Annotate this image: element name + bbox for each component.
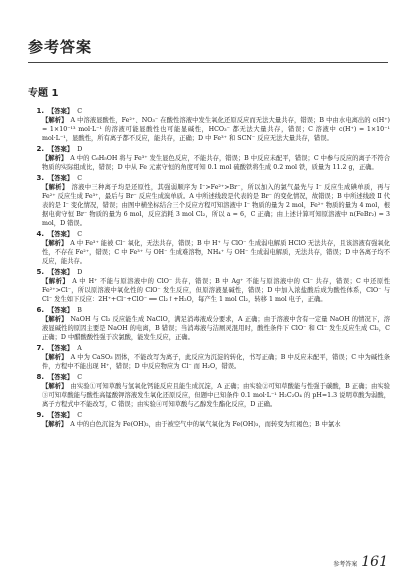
- answer-label: 【答案】: [48, 268, 74, 276]
- question-number: 5.: [36, 267, 44, 276]
- explanation-text: A 中的白色沉淀为 Fe(OH)₂，由于被空气中的氧气氧化为 Fe(OH)₃，而转变为红褐色；B 中氯水: [70, 421, 341, 428]
- explanation-text: 溶液中三种离子均是还原性，其强弱顺序为 I⁻>Fe²⁺>Br⁻，所以加入的氯气最先与 I⁻ 反应生成碘单质，再与 Fe²⁺ 反应生成 Fe³⁺，最后与 Br⁻ 反应生成溴单质。A 中所述线段是代表的是 Br⁻ 的变化情况，故错误；B 中所述线段 Ⅱ 代表的是 I⁻ 变化情况，错误；由图中横坐标结合三个反应方程可知溶液中 I⁻ 物质的量为 2 mol，Fe²⁺ 物质的量为 4 mol，根据电荷守恒 Br⁻ 物质的量为 6 mol，反应消耗 3 mol Cl₂，所以 a = 6，C 正确；由上述计算可知原溶液中 n(FeBr₂) = 3 mol，D 错误。: [42, 184, 390, 227]
- answer-line: [28, 343, 390, 353]
- answer-value: B: [77, 306, 82, 314]
- explanation-text: A 中为 CaSO₃ 固体，不能改写为离子，此反应为沉淀的转化，书写正确；B 中反应未配平，错误；C 中为碱性条件，方程中不能出现 H⁺，错误；D 中反应物应为 Cl⁻ 而 H₂O，错误。: [42, 354, 391, 370]
- explanation: [28, 315, 390, 342]
- answer-item: [28, 144, 390, 172]
- answer-item: [28, 305, 390, 342]
- explanation: [28, 382, 390, 409]
- explanation: [28, 239, 390, 266]
- answer-line: [28, 106, 390, 116]
- answer-label: 【答案】: [48, 306, 74, 314]
- question-number: 4.: [36, 229, 44, 238]
- explanation-label: 【解析】: [42, 155, 68, 162]
- explanation-label: 【解析】: [42, 117, 68, 124]
- answer-item: [28, 267, 390, 304]
- question-number: 2.: [36, 144, 44, 153]
- explanation: [28, 183, 390, 228]
- answer-label: 【答案】: [48, 145, 74, 153]
- answer-item: [28, 106, 390, 143]
- answer-line: [28, 229, 390, 239]
- page-number: 161: [361, 554, 388, 570]
- answer-value: C: [77, 174, 83, 182]
- answer-line: [28, 267, 390, 277]
- explanation-label: 【解析】: [42, 240, 68, 247]
- answer-item: [28, 173, 390, 228]
- question-number: 1.: [36, 106, 44, 115]
- answer-item: [28, 229, 390, 266]
- answer-label: 【答案】: [48, 411, 74, 419]
- explanation-text: A 中 H⁺ 不能与原溶液中的 ClO⁻ 共存，错误；B 中 Ag⁺ 不能与原溶液中的 Cl⁻ 共存，错误；C 中还原性 Fe²⁺>Cl⁻，所以原溶液中氧化性的 ClO⁻ 发生反应，但原溶液显碱性，错误；D 中加入浓盐酸后成为酸性体系，ClO⁻ 与 Cl⁻ 发生如下反应：2H⁺+Cl⁻+ClO⁻ ══ Cl₂↑+H₂O，每产生 1 mol Cl₂，转移 1 mol 电子，正确。: [42, 278, 390, 303]
- answer-label: 【答案】: [48, 373, 74, 381]
- explanation-label: 【解析】: [42, 421, 68, 428]
- answer-label: 【答案】: [48, 107, 74, 115]
- answer-label: 【答案】: [48, 230, 74, 238]
- explanation: [28, 154, 390, 172]
- explanation-text: 由实验①可知草酸与氢氧化钙能反应且能生成沉淀，A 正确；由实验②可知草酸能与性强于碳酸，B 正确；由实验③可知草酸能与酸性高锰酸钾溶液发生氧化还原反应，但题中已知条件 0.1 mol·L⁻¹ H₂C₂O₄ 的 pH=1.3 说明草酸为弱酸，离子方程式中不能改写，C 错误；由实验④可知草酸与乙醇发生酯化反应，D 正确。: [42, 383, 391, 408]
- question-number: 7.: [36, 343, 44, 352]
- explanation-label: 【解析】: [42, 184, 69, 191]
- explanation-text: A 中 Fe³⁺ 能被 Cl⁻ 氧化，无法共存，错误；B 中 H⁺ 与 ClO⁻ 生成弱电解质 HClO 无法共存，且该溶液有强氧化性，不存在 Fe²⁺，错误；C 中 Fe³⁺ 与 OH⁻ 生成难溶物，NH₄⁺ 与 OH⁻ 生成弱电解质，无法共存，错误；D 中各离子均不反应，能共存。: [42, 240, 390, 265]
- answer-item: [28, 410, 390, 429]
- answer-value: C: [77, 107, 83, 115]
- footer-label: 参考答案: [333, 561, 358, 568]
- page-title: 参考答案: [28, 38, 93, 56]
- explanation-label: 【解析】: [42, 354, 68, 361]
- explanation-text: A 中溶液显酸性，Fe²⁺、NO₃⁻ 在酸性溶液中发生氧化还原反应而无法大量共存，错误；B 中由水电离出的 c(H⁺) = 1×10⁻¹³ mol·L⁻¹ 的溶液可能显酸性也可能显碱性，HCO₃⁻ 都无法大量共存，错误；C 溶液中 c(H⁺) = 1×10⁻¹ mol·L⁻¹，显酸性，所有离子都不反应，能共存，正确；D 中 Fe³⁺ 和 SCN⁻ 反应无法大量共存，错误。: [42, 117, 390, 142]
- explanation-label: 【解析】: [42, 383, 68, 390]
- answer-value: D: [77, 268, 83, 276]
- question-number: 3.: [36, 173, 44, 182]
- answer-label: 【答案】: [48, 344, 74, 352]
- explanation: [28, 116, 390, 143]
- title-rule: [28, 62, 388, 63]
- answer-value: D: [77, 145, 83, 153]
- question-number: 9.: [36, 410, 44, 419]
- question-number: 8.: [36, 372, 44, 381]
- page-footer: [333, 554, 388, 570]
- answer-line: [28, 144, 390, 154]
- section-title: 专题 1: [28, 88, 59, 99]
- answer-line: [28, 410, 390, 420]
- answer-label: 【答案】: [48, 174, 74, 182]
- answer-list: [28, 106, 390, 430]
- explanation: [28, 420, 390, 429]
- answer-value: C: [77, 411, 83, 419]
- answer-line: [28, 305, 390, 315]
- answer-line: [28, 372, 390, 382]
- answer-value: A: [77, 344, 82, 352]
- explanation-text: NaOH 与 Cl₂ 反应能生成 NaClO，满足消毒液成分要求，A 正确；由于溶液中含有一定量 NaOH 的情况下，溶液显碱性的原因主要是 NaOH 的电离，B 错误；当消毒液与洁厕灵混用时，酸性条件下 ClO⁻ 和 Cl⁻ 发生反应生成 Cl₂，C 正确；D 中醋酸酸性强于次氯酸，能发生反应，正确。: [42, 316, 391, 341]
- answer-item: [28, 372, 390, 409]
- answer-line: [28, 173, 390, 183]
- question-number: 6.: [36, 305, 44, 314]
- answer-value: C: [77, 230, 83, 238]
- explanation-text: A 中的 C₆H₅OH 将与 Fe³⁺ 发生显色反应，不能共存，错误；B 中反应未配平，错误；C 中参与反应的离子不符合物质的实际组成比，错误；D 中从 Fe 元素守恒的角度可知 0.1 mol 硫酸铁将生成 0.2 mol 铁，质量为 11.2 g，正确。: [42, 155, 390, 171]
- explanation: [28, 353, 390, 371]
- answer-item: [28, 343, 390, 371]
- explanation: [28, 277, 390, 304]
- explanation-label: 【解析】: [42, 278, 70, 285]
- answer-value: C: [77, 373, 83, 381]
- explanation-label: 【解析】: [42, 316, 68, 323]
